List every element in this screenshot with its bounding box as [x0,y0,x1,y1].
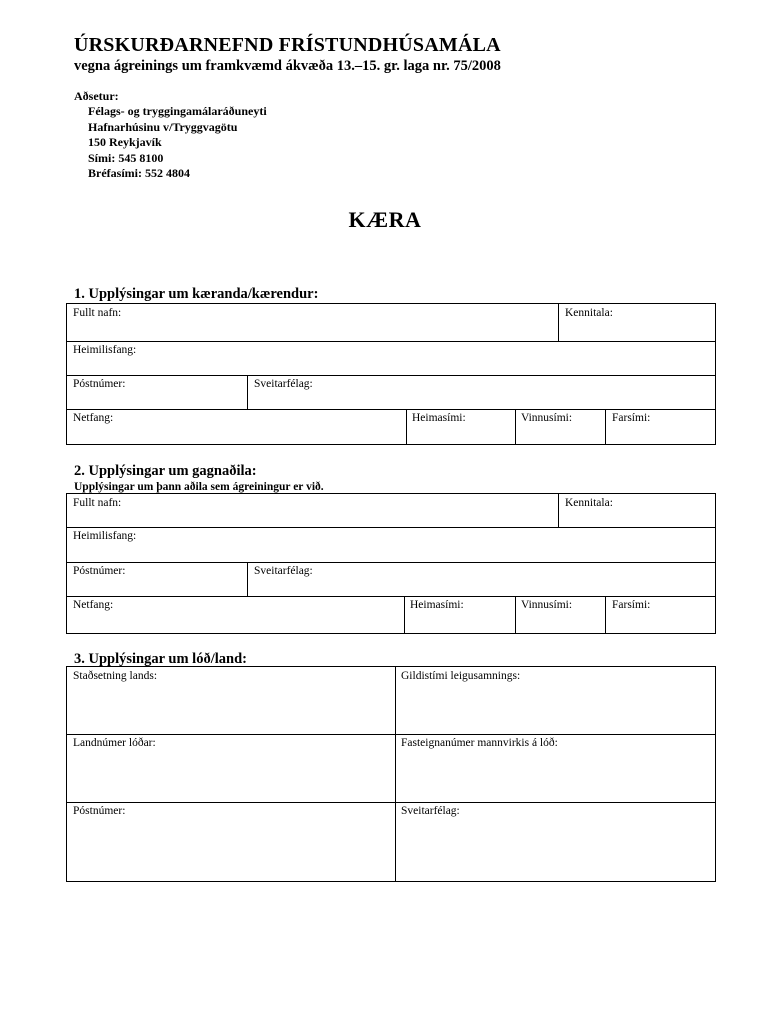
section2-subheading: Upplýsingar um þann aðila sem ágreiningur er við. [74,481,324,493]
postal-code-field[interactable]: Póstnúmer: [73,565,126,577]
section2-heading: 2. Upplýsingar um gagnaðila: [74,463,257,479]
row-divider [67,527,715,528]
section3-heading: 3. Upplýsingar um lóð/land: [74,651,247,667]
section2-table [66,493,716,634]
municipality-field[interactable]: Sveitarfélag: [254,378,313,390]
col-divider [404,596,405,633]
plot-number-field[interactable]: Landnúmer lóðar: [73,737,156,749]
section1-heading: 1. Upplýsingar um kæranda/kærendur: [74,286,319,302]
address-fax: Bréfasími: 552 4804 [88,166,190,181]
land-location-field[interactable]: Staðsetning lands: [73,670,158,682]
municipality-field[interactable]: Sveitarfélag: [401,805,460,817]
home-phone-field[interactable]: Heimasími: [410,599,464,611]
row-divider [67,562,715,563]
address-label: Aðsetur: [74,89,119,103]
home-phone-field[interactable]: Heimasími: [412,412,466,424]
form-title: ÚRSKURÐARNEFND FRÍSTUNDHÚSAMÁLA [74,34,501,56]
section3-table [66,666,716,882]
property-number-field[interactable]: Fasteignanúmer mannvirkis á lóð: [401,737,558,749]
id-number-field[interactable]: Kennitala: [565,497,613,509]
col-divider [605,596,606,633]
work-phone-field[interactable]: Vinnusími: [521,599,573,611]
row-divider [67,341,715,342]
postal-code-field[interactable]: Póstnúmer: [73,378,126,390]
email-field[interactable]: Netfang: [73,599,114,611]
row-divider [67,596,715,597]
postal-code-field[interactable]: Póstnúmer: [73,805,126,817]
row-divider [67,409,715,410]
mobile-phone-field[interactable]: Farsími: [612,412,651,424]
lease-validity-field[interactable]: Gildistími leigusamnings: [401,670,521,682]
col-divider [395,667,396,881]
full-name-field[interactable]: Fullt nafn: [73,307,122,319]
address-line: Félags- og tryggingamálaráðuneyti [88,104,267,118]
col-divider [558,304,559,341]
col-divider [247,375,248,409]
address-block [88,104,267,182]
row-divider [67,802,715,803]
col-divider [558,494,559,527]
document-title: KÆRA [348,207,422,232]
row-divider [67,375,715,376]
row-divider [67,734,715,735]
form-subtitle: vegna ágreinings um framkvæmd ákvæða 13.–15. gr. laga nr. 75/2008 [74,58,501,74]
address-field[interactable]: Heimilisfang: [73,344,137,356]
municipality-field[interactable]: Sveitarfélag: [254,565,313,577]
address-phone: Sími: 545 8100 [88,150,164,165]
mobile-phone-field[interactable]: Farsími: [612,599,651,611]
address-line: Hafnarhúsinu v/Tryggvagötu [88,119,238,134]
address-field[interactable]: Heimilisfang: [73,530,137,542]
col-divider [247,562,248,596]
col-divider [406,409,407,444]
work-phone-field[interactable]: Vinnusími: [521,412,573,424]
section1-table [66,303,716,445]
email-field[interactable]: Netfang: [73,412,114,424]
address-line: 150 Reykjavík [88,135,162,150]
full-name-field[interactable]: Fullt nafn: [73,497,122,509]
id-number-field[interactable]: Kennitala: [565,307,613,319]
col-divider [515,596,516,633]
col-divider [605,409,606,444]
col-divider [515,409,516,444]
